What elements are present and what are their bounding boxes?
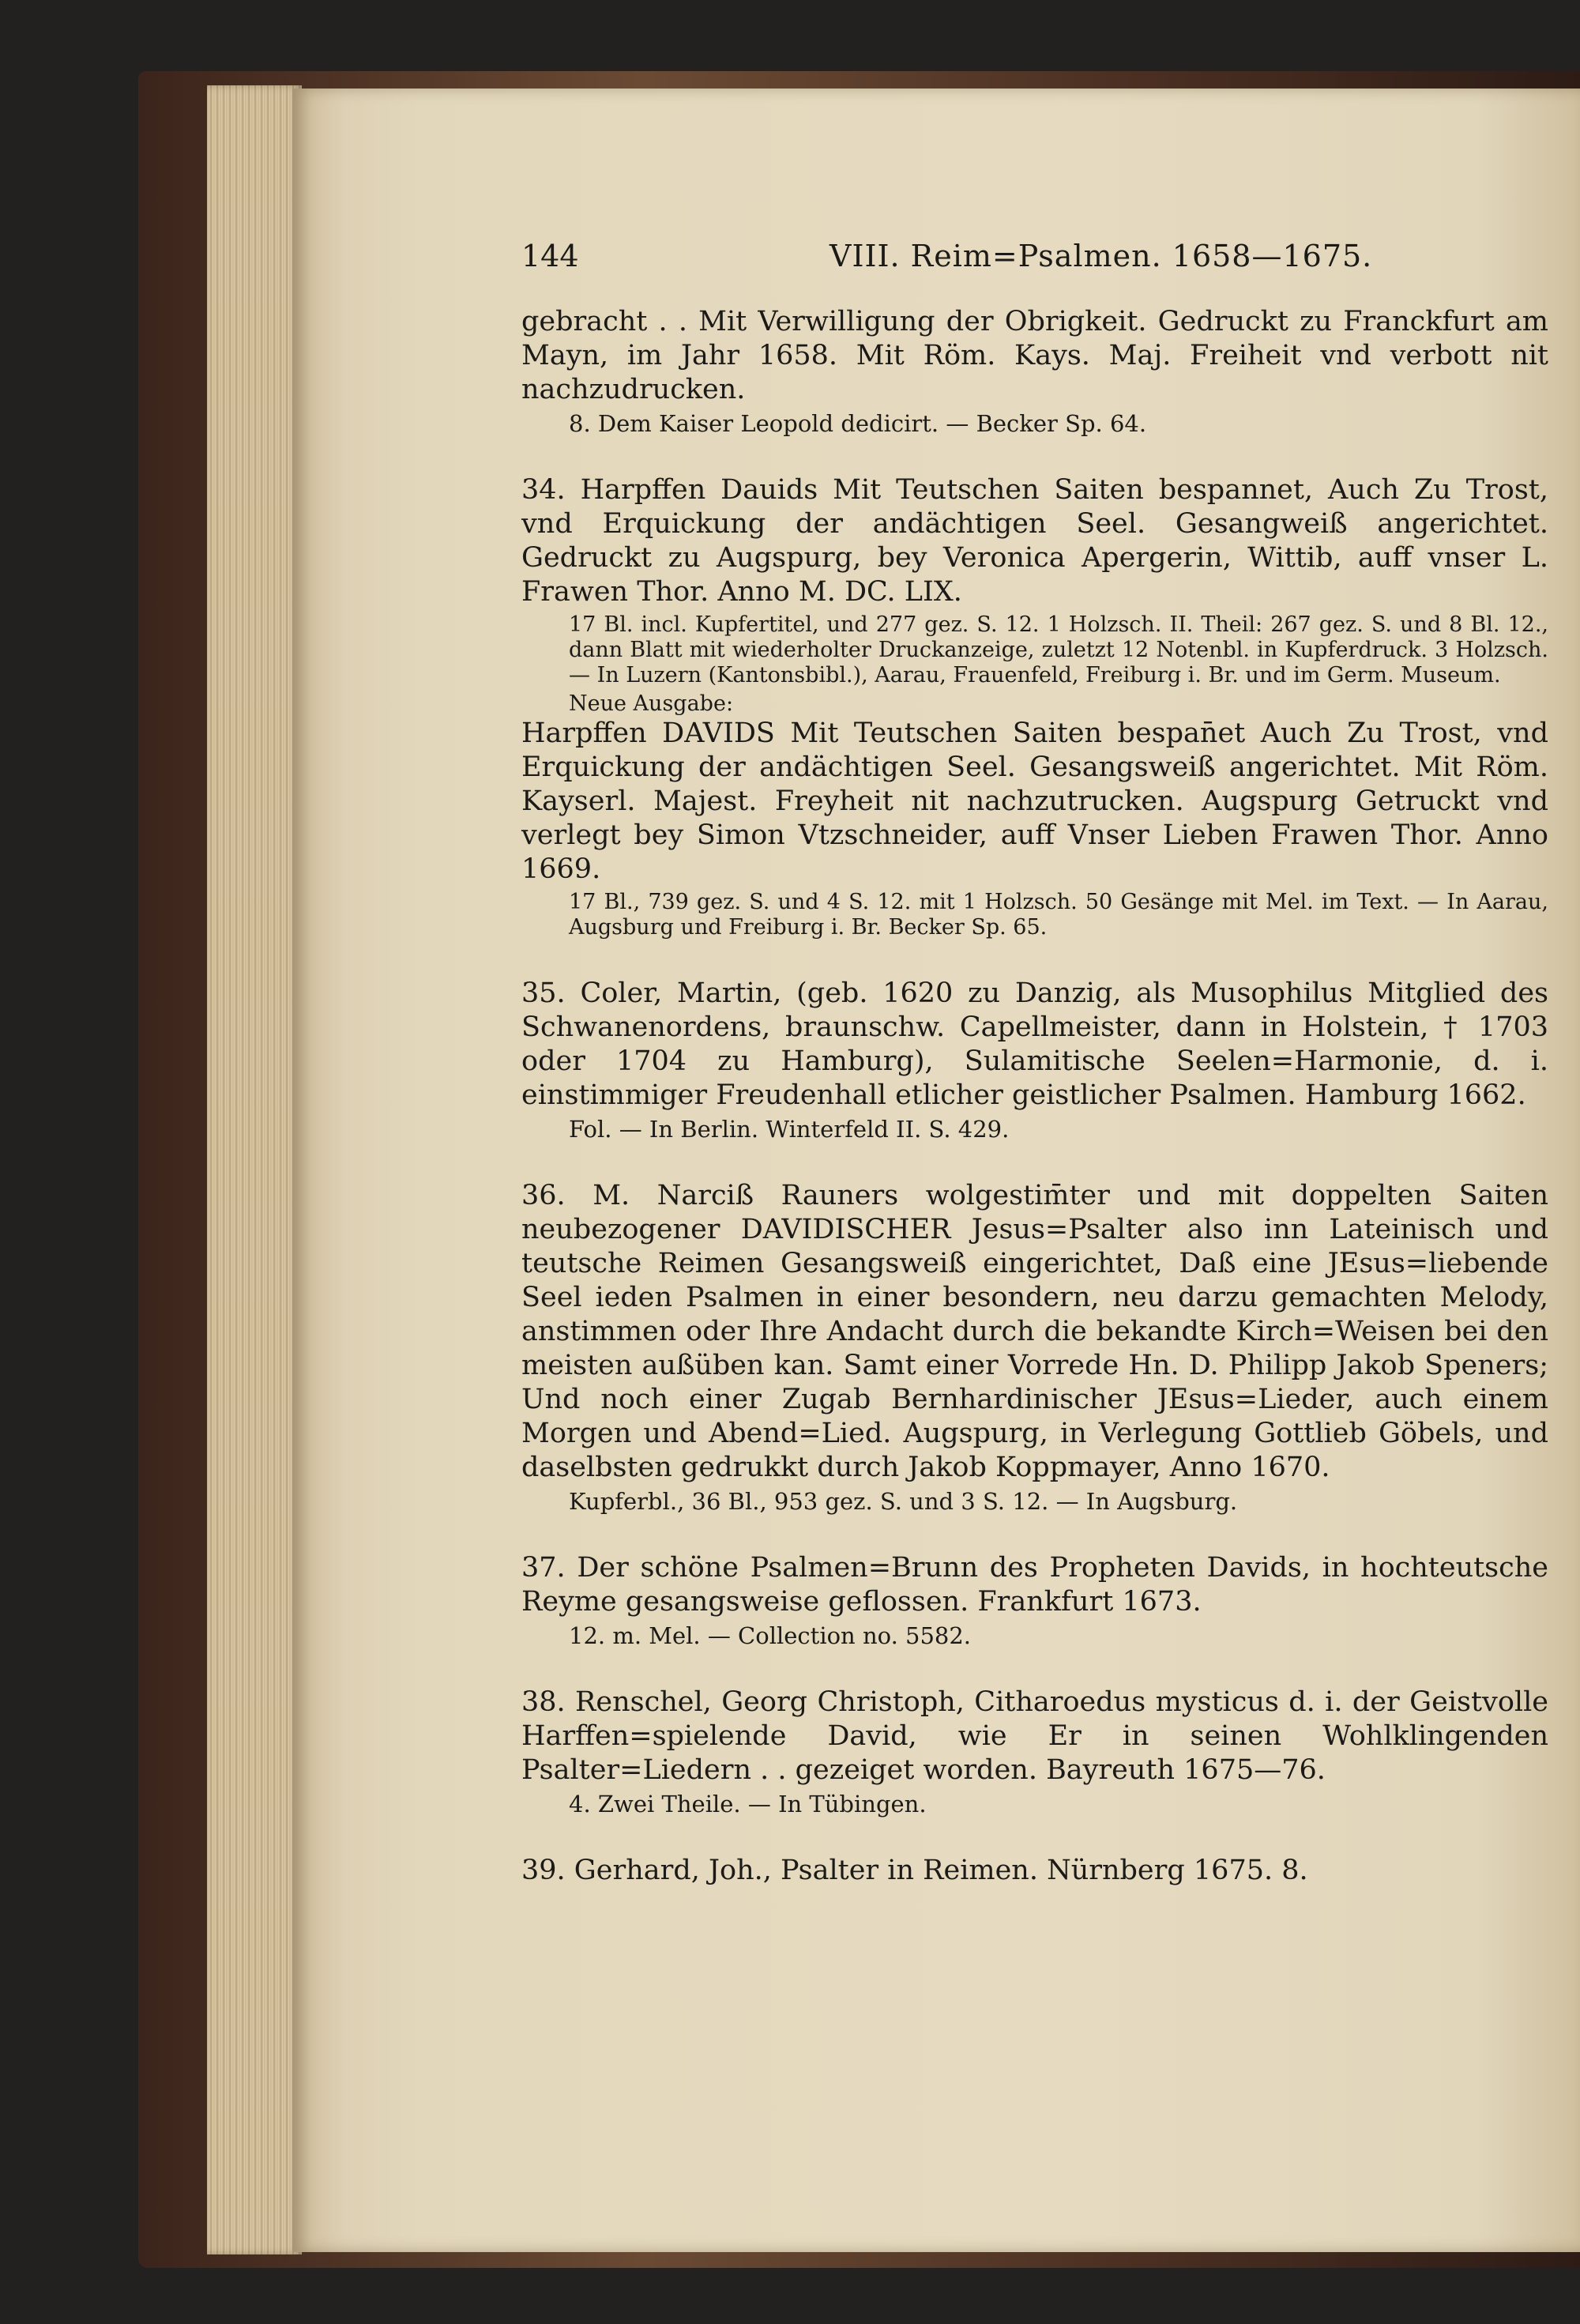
running-header: [521, 239, 1548, 273]
entry-note: 4. Zwei Theile. — In Tübingen.: [569, 1791, 927, 1817]
page-content: [521, 239, 1548, 1888]
entry-38: 38. Renschel, Georg Christoph, Citharoedus mysticus d. i. der Geistvolle Harffen=spielende David, wie Er in seinen Wohlklingenden Psalter=Liedern . . gezeiget worden. Bayreuth 1675—76.: [521, 1686, 1548, 1786]
entry-39: 39. Gerhard, Joh., Psalter in Reimen. Nürnberg 1675. 8.: [521, 1855, 1308, 1886]
entry-note-new-edition: Neue Ausgabe:: [569, 691, 734, 716]
book-page: [292, 89, 1580, 2252]
entry-note: 8. Dem Kaiser Leopold dedicirt. — Becker Sp. 64.: [569, 410, 1147, 437]
entry-34: 34. Harpffen Dauids Mit Teutschen Saiten bespannet, Auch Zu Trost, vnd Erquickung der andächtigen Seel. Gesangweiß angerichtet. Gedruckt zu Augspurg, bey Veronica Apergerin, Wittib, auff vnser L. Frawen Thor. Anno M. DC. LIX.: [521, 474, 1548, 608]
entry-continuation: gebracht . . Mit Verwilligung der Obrigkeit. Gedruckt zu Franckfurt am Mayn, im Jahr 1658. Mit Röm. Kays. Maj. Freiheit vnd verbott nit nachzudrucken.: [521, 306, 1548, 405]
page-number: 144: [521, 239, 579, 273]
entry-note: 12. m. Mel. — Collection no. 5582.: [569, 1622, 972, 1649]
page-edges: [207, 85, 302, 2254]
entry-note: Kupferbl., 36 Bl., 953 gez. S. und 3 S. 12. — In Augsburg.: [569, 1488, 1238, 1515]
entry-36: 36. M. Narciß Rauners wolgestim̄ter und mit doppelten Saiten neubezogener DAVIDISCHER Jesus=Psalter also inn Lateinisch und teutsche Reimen Gesangsweiß eingerichtet, Daß eine JEsus=liebende Seel ieden Psalmen in einer besondern, neu darzu gemachten Melody, anstimmen oder Ihre Andacht durch die bekandte Kirch=Weisen bei den meisten außüben kan. Samt einer Vorrede Hn. D. Philipp Jakob Speners; Und noch einer Zugab Bernhardinischer JEsus=Lieder, auch einem Morgen und Abend=Lied. Augspurg, in Verlegung Gottlieb Göbels, und daselbsten gedrukkt durch Jakob Koppmayer, Anno 1670.: [521, 1180, 1548, 1483]
entry-note: Fol. — In Berlin. Winterfeld II. S. 429.: [569, 1116, 1010, 1143]
entry-note: 17 Bl. incl. Kupfertitel, und 277 gez. S. 12. 1 Holzsch. II. Theil: 267 gez. S. und 8 Bl. 12., dann Blatt mit wiederholter Druckanzeige, zuletzt 12 Notenbl. in Kupferdruck. 3 Holzsch. — In Luzern (Kantonsbibl.), Aarau, Frauenfeld, Freiburg i. Br. und im Germ. Museum.: [569, 612, 1548, 687]
entry-34-new-edition: Harpffen DAVIDS Mit Teutschen Saiten bespan̄et Auch Zu Trost, vnd Erquickung der andächtigen Seel. Gesangsweiß angerichtet. Mit Röm. Kayserl. Majest. Freyheit nit nachzutrucken. Augspurg Getruckt vnd verlegt bey Simon Vtzschneider, auff Vnser Lieben Frawen Thor. Anno 1669.: [521, 718, 1548, 885]
entry-35: 35. Coler, Martin, (geb. 1620 zu Danzig, als Musophilus Mitglied des Schwanenordens, braunschw. Capellmeister, dann in Holstein, † 1703 oder 1704 zu Hamburg), Sulamitische Seelen=Harmonie, d. i. einstimmiger Freudenhall etlicher geistlicher Psalmen. Hamburg 1662.: [521, 977, 1548, 1111]
running-title: VIII. Reim=Psalmen. 1658—1675.: [830, 239, 1373, 273]
entry-37: 37. Der schöne Psalmen=Brunn des Propheten Davids, in hochteutsche Reyme gesangsweise geflossen. Frankfurt 1673.: [521, 1552, 1548, 1618]
entry-note: 17 Bl., 739 gez. S. und 4 S. 12. mit 1 Holzsch. 50 Gesänge mit Mel. im Text. — In Aarau, Augsburg und Freiburg i. Br. Becker Sp. 65.: [569, 890, 1548, 940]
